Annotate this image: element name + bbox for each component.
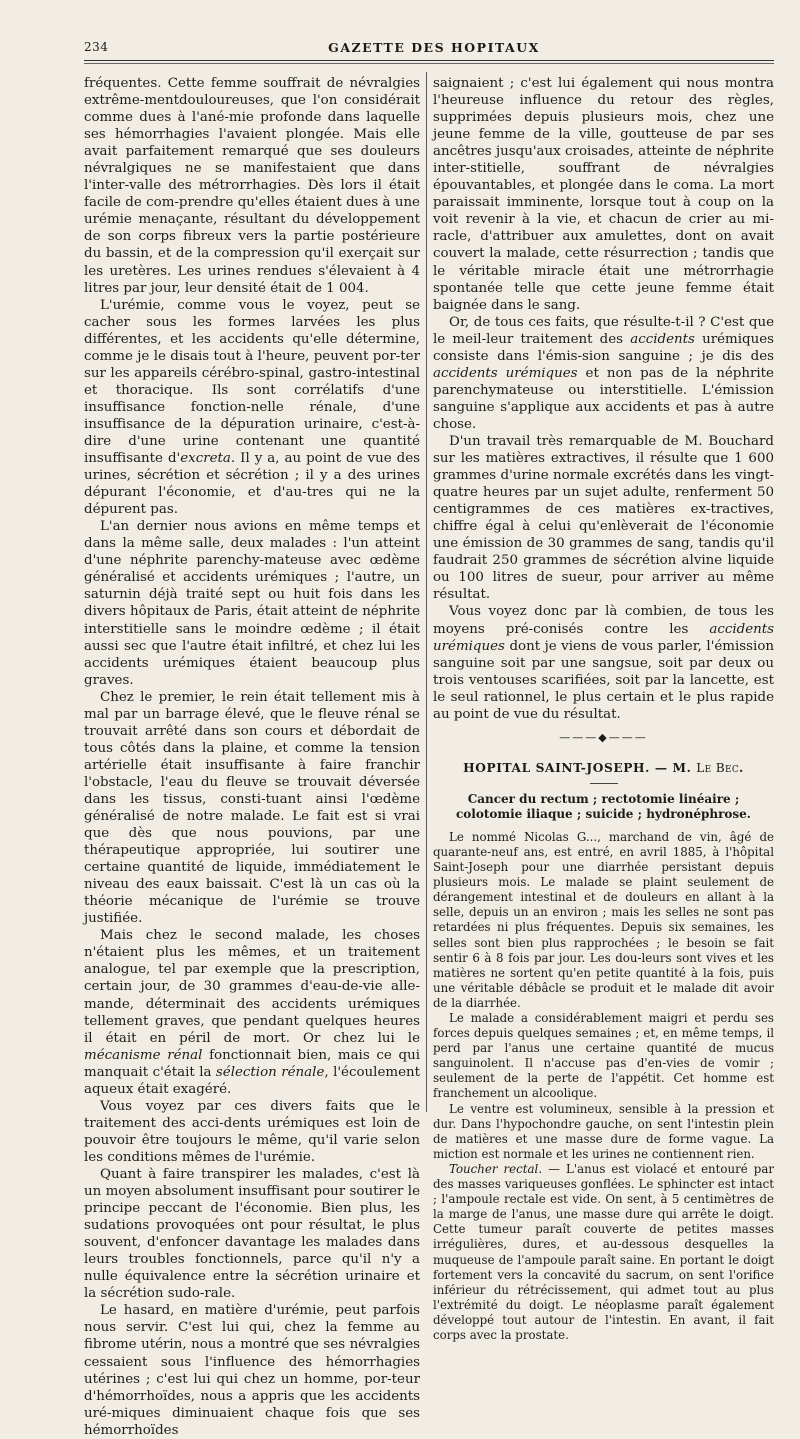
- header-rule: [84, 60, 774, 61]
- section-ornament: ———◆———: [559, 730, 648, 744]
- paragraph: Le hasard, en matière d'urémie, peut parfois nous servir. C'est lui qui, chez la femme au fibrome utérin, nous a montré que ses névralgies cessaient sous l'influence des hémorrhagies utérines ; c'est lui qui chez un homme, por-teur d'hémorrhoïdes, nous a appris que les accidents uré-miques diminuaient chaque fois que ses hémorrhoïdes: [84, 1303, 420, 1438]
- paragraph: Vous voyez donc par là combien, de tous les moyens pré-conisés contre les accidents urémiques dont je viens de vous parler, l'émission sanguine soit par une sangsue, soit par deux ou trois ventouses scarifiées, soit par la lancette, est le seul rationnel, le plus certain et le plus rapide au point de vue du résultat.: [433, 604, 774, 722]
- paragraph: saignaient ; c'est lui également qui nous montra l'heureuse influence du retour des règles, supprimées depuis plusieurs mois, chez une jeune femme de la ville, goutteuse de par ses ancêtres jusqu'aux croisades, atteinte de néphrite inter-stitielle, souffrant de névralgies épouvantables, et plongée dans le coma. La mort paraissait imminente, lorsque tout à coup on la voit revenir à la vie, et chacun de crier au mi-racle, d'attribuer aux amulettes, dont on avait couvert la malade, cette résurrection ; tandis que le véritable miracle était une métrorrhagie spontanée telle que cette jeune femme était baignée dans le sang.: [433, 76, 774, 313]
- short-rule: [590, 783, 618, 784]
- paragraph: fréquentes. Cette femme souffrait de névralgies extrême-mentdouloureuses, que l'on considérait comme dues à l'ané-mie profonde dans laquelle ses hémorrhagies l'avaient plongée. Mais elle avait parfaitement remarqué que ses douleurs névralgiques ne se manifestaient que dans l'inter-valle des métrorrhagies. Dès lors il était facile de com-prendre qu'elles étaient dues à une urémie menaçante, résultant du développement de son corps fibreux vers la partie postérieure du bassin, et de la compression qu'il exerçait sur les uretères. Les urines rendues s'élevaient à 4 litres par jour, leur densité était de 1 004.: [84, 76, 420, 296]
- paragraph: Quant à faire transpirer les malades, c'est là un moyen absolument insuffisant pour soutirer le principe peccant de l'économie. Bien plus, les sudations provoquées ont pour résultat, le plus souvent, d'enfoncer davantage les malades dans leurs troubles fonctionnels, parce qu'il n'y a nulle équivalence entre la sécrétion urinaire et la sécrétion sudo-rale.: [84, 1167, 420, 1302]
- paragraph: Or, de tous ces faits, que résulte-t-il ? C'est que le meil-leur traitement des accidents urémiques consiste dans l'émis-sion sanguine ; je dis des accidents urémiques et non pas de la néphrite parenchymateuse ou interstitielle. L'émission sanguine s'applique aux accidents et pas à autre chose.: [433, 314, 774, 432]
- paragraph: D'un travail très remarquable de M. Bouchard sur les matières extractives, il résulte que 1 600 grammes d'urine normale excrétés dans les vingt-quatre heures par un sujet adulte, renferment 50 centigrammes de ces matières ex-tractives, chiffre égal à celui qu'enlèverait de l'économie une émission de 30 grammes de sang, tandis qu'il faudrait 250 grammes de sécrétion alvine liquide ou 100 litres de sueur, pour arriver au même résultat.: [433, 433, 774, 603]
- section-title: HOPITAL SAINT-JOSEPH. — M. Le Bec.: [463, 760, 744, 775]
- paragraph: Le malade a considérablement maigri et perdu ses forces depuis quelques semaines ; et, en même temps, il perd par l'anus une certaine quantité de mucus sanguinolent. Il n'accuse pas d'en-vies de vomir ; seulement de la perte de l'appétit. Cet homme est franchement un alcoolique.: [433, 1011, 774, 1101]
- paragraph: Le ventre est volumineux, sensible à la pression et dur. Dans l'hypochondre gauche, on sent l'intestin plein de matières et une masse dure de forme vague. La miction est normale et les urines ne contiennent rien.: [433, 1101, 774, 1161]
- right-column: [433, 75, 774, 1343]
- column-divider: [426, 72, 427, 1112]
- header-rule-thin: [84, 63, 774, 64]
- journal-title: GAZETTE DES HOPITAUX: [328, 40, 540, 55]
- page-header: [84, 40, 784, 60]
- left-column: [84, 75, 420, 1439]
- paragraph: L'urémie, comme vous le voyez, peut se cacher sous les formes larvées les plus différentes, et les accidents qu'elle détermine, comme je le disais tout à l'heure, peuvent por-ter sur les appareils cérébro-spinal, gastro-intestinal et thoracique. Ils sont corrélatifs d'une insuffisance fonction-nelle rénale, d'une insuffisance de la dépuration urinaire, c'est-à-dire d'une urine contenant une quantité insuffisante d'excreta. Il y a, au point de vue des urines, sécrétion et sécrétion ; il y a des urines dépurant l'économie, et d'au-tres qui ne la dépurent pas.: [84, 297, 420, 518]
- paragraph: L'an dernier nous avions en même temps et dans la même salle, deux malades : l'un atteint d'une néphrite parenchy-mateuse avec œdème généralisé et accidents urémiques ; l'autre, un saturnin déjà traité sept ou huit fois dans les divers hôpitaux de Paris, était atteint de néphrite interstitielle sans le moindre œdème ; il était aussi sec que l'autre était infiltré, et chez lui les accidents urémiques étaient beaucoup plus graves.: [84, 519, 420, 688]
- case-subtitle: Cancer du rectum ; rectotomie linéaire ; colotomie iliaque ; suicide ; hydronéphrose.: [456, 791, 751, 821]
- paragraph: Chez le premier, le rein était tellement mis à mal par un barrage élevé, que le fleuve rénal se trouvait arrêté dans son cours et débordait de tous côtés dans la plaine, et comme la tension artérielle était insuffisante à faire franchir l'obstacle, l'eau du fleuve se trouvait déversée dans les tissus, consti-tuant ainsi l'œdème généralisé de notre malade. Le fait est si vrai que dès que nous pouvions, par une thérapeutique appropriée, lui soutirer une certaine quantité de liquide, immédiatement le niveau des eaux baissait. C'est là un cas où la théorie mécanique de l'urémie se trouve justifiée.: [84, 689, 420, 927]
- page-number: 234: [84, 40, 109, 54]
- case-report: [433, 830, 774, 1343]
- paragraph: Mais chez le second malade, les choses n'étaient plus les mêmes, et un traitement analogue, tel par exemple que la prescription, certain jour, de 30 grammes d'eau-de-vie alle-mande, déterminait des accidents urémiques tellement graves, que pendant quelques heures il était en péril de mort. Or chez lui le mécanisme rénal fonctionnait bien, mais ce qui manquait c'était la sélection rénale, l'écoulement aqueux était exagéré.: [84, 928, 420, 1097]
- paragraph: Vous voyez par ces divers faits que le traitement des acci-dents urémiques est loin de pouvoir être toujours le même, qu'il varie selon les conditions mêmes de l'urémie.: [84, 1098, 420, 1165]
- paragraph: Toucher rectal. — L'anus est violacé et entouré par des masses variqueuses gonflées. Le sphincter est intact ; l'ampoule rectale est vide. On sent, à 5 centimètres de la marge de l'anus, une masse dure qui arrête le doigt. Cette tumeur paraît couverte de petites masses irrégulières, dures, et au-dessous desquelles la muqueuse de l'ampoule paraît saine. En portant le doigt fortement vers la concavité du sacrum, on sent l'orifice inférieur du rétrécissement, qui admet tout au plus l'extrémité du doigt. Le néoplasme paraît également développé tout autour de l'intestin. En avant, il fait corps avec la prostate.: [433, 1161, 774, 1342]
- paragraph: Le nommé Nicolas G..., marchand de vin, âgé de quarante-neuf ans, est entré, en avril 1885, à l'hôpital Saint-Joseph pour une diarrhée persistant depuis plusieurs mois. Le malade se plaint seulement de dérangement intestinal et de douleurs en allant à la selle, depuis un an environ ; mais les selles ne sont pas retardées ni plus fréquentes. Depuis six semaines, les selles sont bien plus rapprochées ; le besoin se fait sentir 6 à 8 fois par jour. Les dou-leurs sont vives et les matières ne sortent qu'en petite quantité à la fois, puis une véritable débâcle se produit et le malade dit avoir de la diarrhée.: [433, 829, 774, 1010]
